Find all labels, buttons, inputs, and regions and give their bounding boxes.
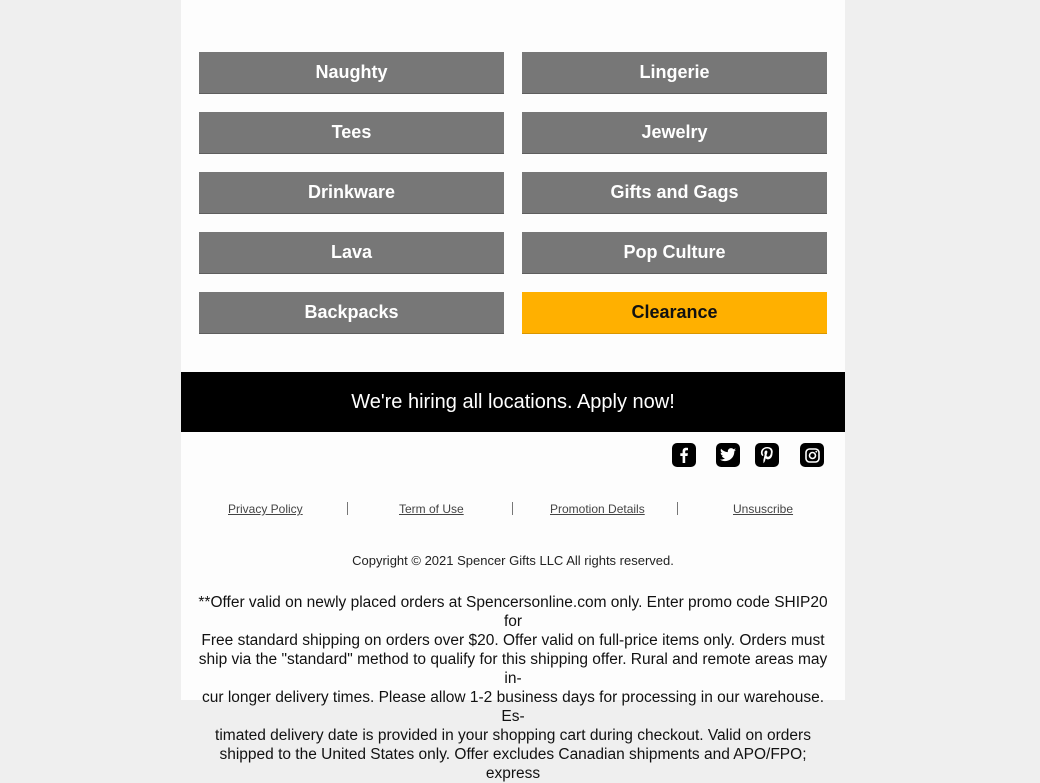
twitter-icon[interactable] [716,443,740,467]
footer-divider [347,502,348,515]
footer-divider [677,502,678,515]
category-button-drinkware[interactable]: Drinkware [199,172,504,214]
category-grid [199,52,827,334]
pinterest-icon[interactable] [755,443,779,467]
disclaimer-line: ship via the "standard" method to qualify for this shipping offer. Rural and remote areas may in- [198,651,828,687]
offer-disclaimer [197,593,829,783]
facebook-icon[interactable] [672,443,696,467]
email-body [181,0,845,782]
category-button-backpacks[interactable]: Backpacks [199,292,504,334]
category-button-jewelry[interactable]: Jewelry [522,112,827,154]
disclaimer-line: Free standard shipping on orders over $20. Offer valid on full-price items only. Orders must [201,632,825,649]
category-button-lingerie[interactable]: Lingerie [522,52,827,94]
hiring-banner[interactable]: We're hiring all locations. Apply now! [181,372,845,432]
disclaimer-line: **Offer valid on newly placed orders at Spencersonline.com only. Enter promo code SHIP20 for [198,594,828,630]
category-button-naughty[interactable]: Naughty [199,52,504,94]
promotion-details-link[interactable]: Promotion Details [550,502,645,516]
disclaimer-line: shipped to the United States only. Offer excludes Canadian shipments and APO/FPO; express [219,746,807,782]
disclaimer-line: cur longer delivery times. Please allow 1-2 business days for processing in our warehouse. Es- [201,689,825,725]
footer-links [181,502,845,520]
unsubscribe-link[interactable]: Unsuscribe [733,502,794,516]
category-button-gifts-and-gags[interactable]: Gifts and Gags [522,172,827,214]
category-button-lava[interactable]: Lava [199,232,504,274]
disclaimer-line: timated delivery date is provided in your shopping cart during checkout. Valid on orders [215,727,811,744]
terms-of-use-link[interactable]: Term of Use [399,502,464,516]
category-button-tees[interactable]: Tees [199,112,504,154]
category-button-clearance[interactable]: Clearance [522,292,827,334]
category-button-pop-culture[interactable]: Pop Culture [522,232,827,274]
copyright-text: Copyright © 2021 Spencer Gifts LLC All rights reserved. [352,553,674,568]
instagram-icon[interactable] [800,443,824,467]
footer-divider [512,502,513,515]
privacy-policy-link[interactable]: Privacy Policy [228,502,303,516]
